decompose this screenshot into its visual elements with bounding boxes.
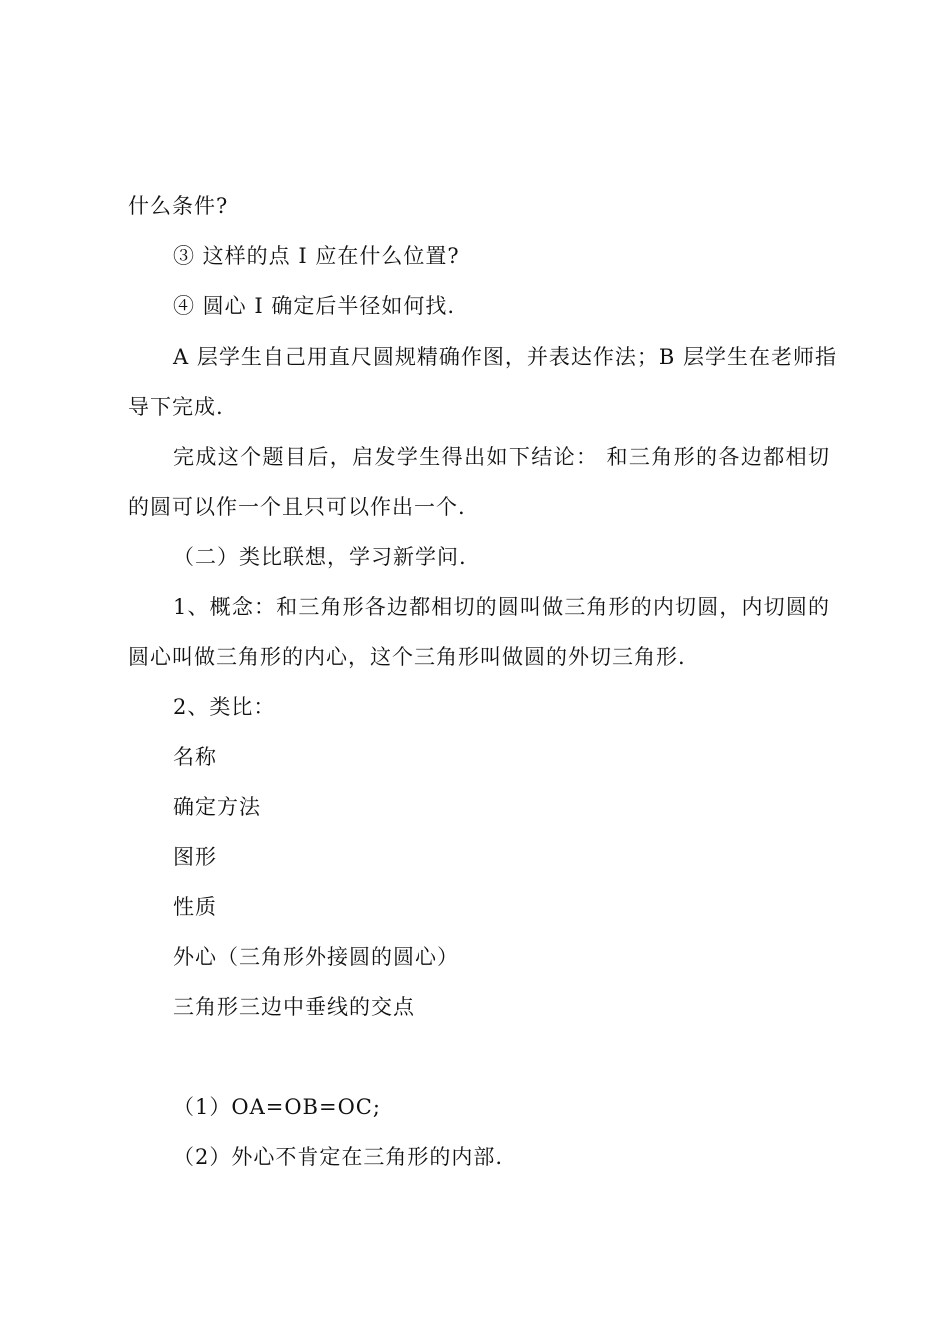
text-line: 圆心叫做三角形的内心，这个三角形叫做圆的外切三角形. <box>128 645 686 669</box>
text-line: ③ 这样的点 I 应在什么位置? <box>173 244 460 268</box>
text-line: 三角形三边中垂线的交点 <box>173 995 415 1019</box>
text-line: 确定方法 <box>173 795 261 819</box>
text-line: A 层学生自己用直尺圆规精确作图，并表达作法；B 层学生在老师指 <box>173 345 837 369</box>
text-line: 什么条件? <box>128 194 229 218</box>
text-line: 外心（三角形外接圆的圆心） <box>173 945 459 969</box>
text-line: ④ 圆心 I 确定后半径如何找. <box>173 294 455 318</box>
text-line: 性质 <box>173 895 217 919</box>
text-line: 完成这个题目后，启发学生得出如下结论： 和三角形的各边都相切 <box>173 445 830 469</box>
text-line: （1）OA=OB=OC; <box>173 1095 381 1119</box>
text-line: 导下完成. <box>128 395 224 419</box>
text-line: 2、类比： <box>173 695 276 719</box>
text-line: 的圆可以作一个且只可以作出一个. <box>128 495 466 519</box>
section-heading: （二）类比联想，学习新学问. <box>173 545 467 569</box>
text-line: 名称 <box>173 745 217 769</box>
text-line: 图形 <box>173 845 217 869</box>
text-line: 1、概念：和三角形各边都相切的圆叫做三角形的内切圆，内切圆的 <box>173 595 830 619</box>
text-line: （2）外心不肯定在三角形的内部. <box>173 1145 504 1169</box>
